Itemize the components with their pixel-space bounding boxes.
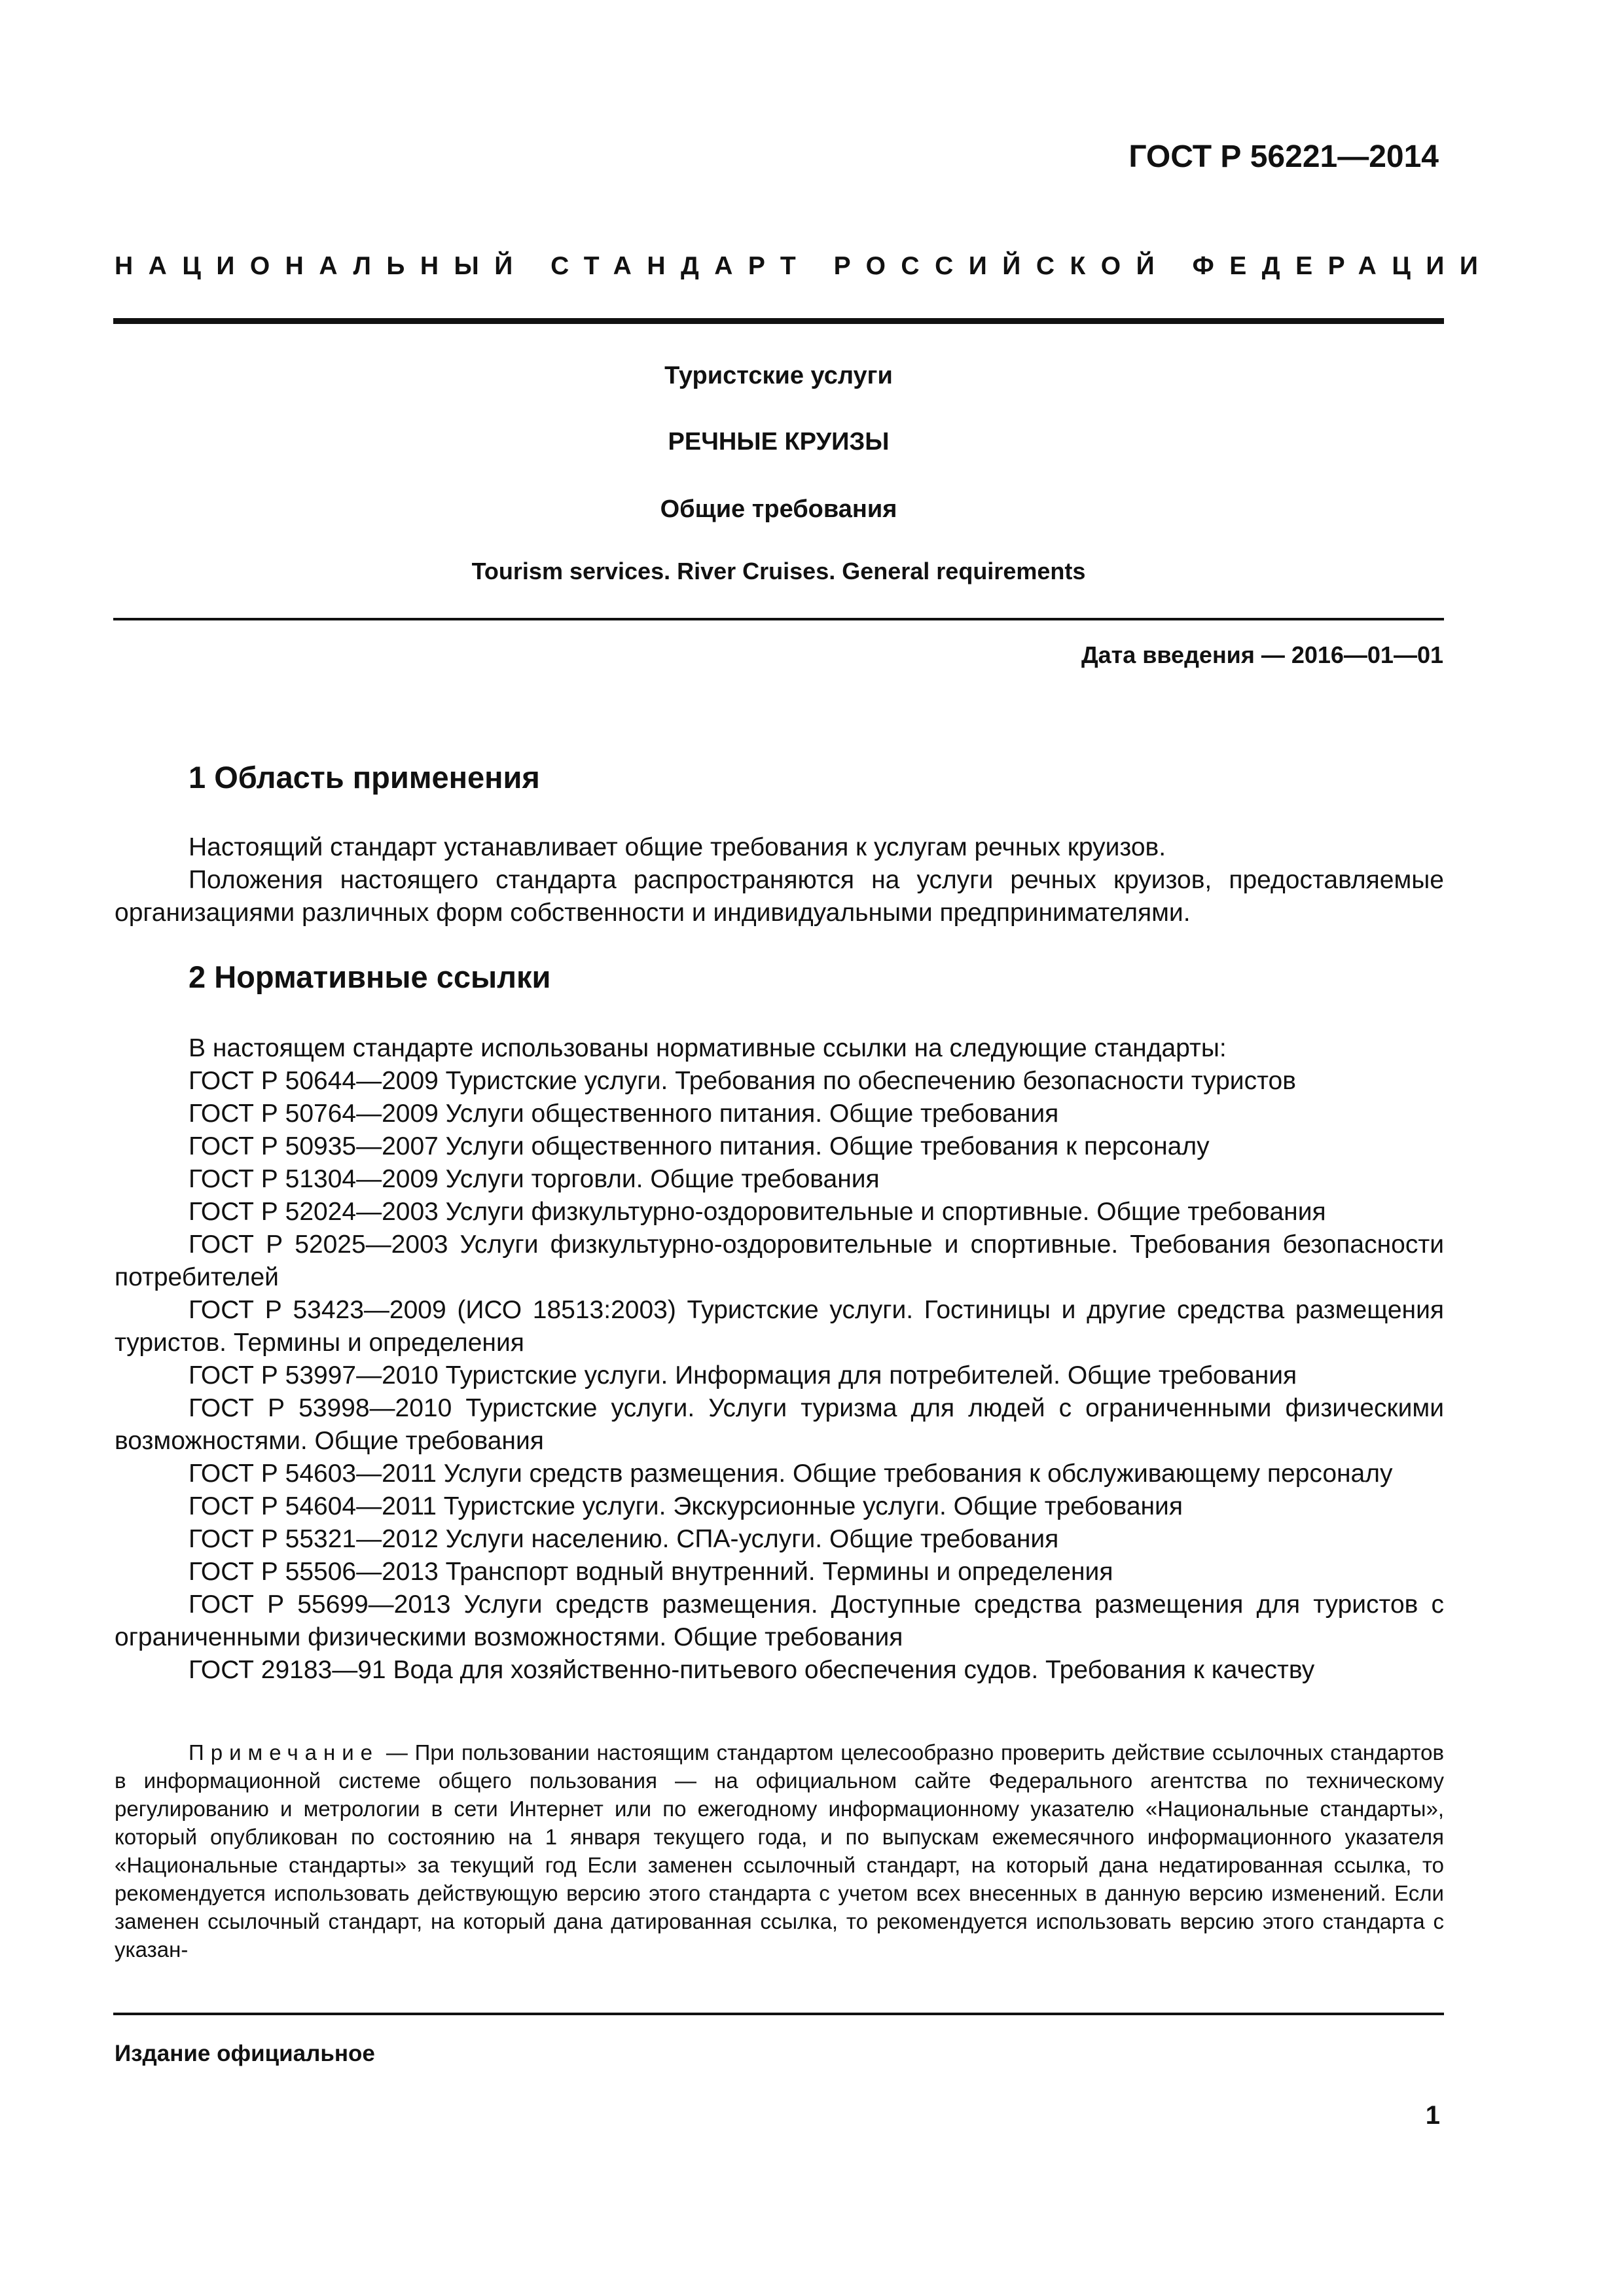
reference-item: ГОСТ Р 52025—2003 Услуги физкультурно-оздоровительные и спортивные. Требования безопасности потребителей (115, 1230, 1444, 1291)
page-number: 1 (1425, 2101, 1440, 2130)
note-label: Примечание (189, 1740, 380, 1765)
section-references-body (115, 1032, 1444, 1687)
section-scope-body (115, 831, 1444, 929)
header-divider (113, 318, 1444, 324)
reference-item: ГОСТ Р 55699—2013 Услуги средств размещения. Доступные средства размещения для туристов с ограниченными физическими возможностями. Общие требования (115, 1590, 1444, 1651)
title-line-general-requirements: Общие требования (660, 495, 897, 523)
scope-paragraph: Положения настоящего стандарта распространяются на услуги речных круизов, предоставляемые организациями различных форм собственности и индивидуальными предпринимателями. (115, 866, 1444, 927)
reference-item: ГОСТ Р 52024—2003 Услуги физкультурно-оздоровительные и спортивные. Общие требования (189, 1198, 1326, 1226)
official-edition-label: Издание официальное (115, 2041, 375, 2066)
reference-item: ГОСТ Р 50644—2009 Туристские услуги. Требования по обеспечению безопасности туристов (189, 1067, 1296, 1095)
scope-paragraph: Настоящий стандарт устанавливает общие требования к услугам речных круизов. (189, 833, 1166, 861)
section-heading-scope: 1 Область применения (189, 760, 540, 795)
reference-item: ГОСТ Р 53423—2009 (ИСО 18513:2003) Туристские услуги. Гостиницы и другие средства размещения туристов. Термины и определения (115, 1296, 1444, 1357)
effective-date: Дата введения — 2016—01—01 (1081, 641, 1443, 668)
reference-item: ГОСТ Р 53998—2010 Туристские услуги. Услуги туризма для людей с ограниченными физическими возможностями. Общие требования (115, 1394, 1444, 1455)
note-paragraph (115, 1738, 1444, 1964)
reference-item: ГОСТ Р 50764—2009 Услуги общественного питания. Общие требования (189, 1100, 1059, 1128)
reference-item: ГОСТ Р 54603—2011 Услуги средств размещения. Общие требования к обслуживающему персоналу (189, 1460, 1393, 1488)
references-intro: В настоящем стандарте использованы нормативные ссылки на следующие стандарты: (189, 1034, 1227, 1062)
title-english: Tourism services. River Cruises. General requirements (471, 558, 1086, 584)
reference-item: ГОСТ Р 51304—2009 Услуги торговли. Общие требования (189, 1165, 880, 1193)
title-divider (113, 618, 1444, 620)
reference-item: ГОСТ Р 50935—2007 Услуги общественного питания. Общие требования к персоналу (189, 1132, 1210, 1160)
title-line-river-cruises: РЕЧНЫЕ КРУИЗЫ (668, 428, 890, 456)
section-heading-normative-references: 2 Нормативные ссылки (189, 960, 551, 994)
footer-divider (113, 2013, 1444, 2015)
reference-item: ГОСТ Р 55506—2013 Транспорт водный внутренний. Термины и определения (189, 1558, 1113, 1586)
reference-item: ГОСТ Р 53997—2010 Туристские услуги. Информация для потребителей. Общие требования (189, 1361, 1297, 1390)
reference-item: ГОСТ 29183—91 Вода для хозяйственно-питьевого обеспечения судов. Требования к качеству (189, 1656, 1315, 1684)
note-text: — При пользовании настоящим стандартом целесообразно проверить действие ссылочных стандартов в информационной системе общего пользования — на официальном сайте Федерального агентства по техническому регулированию и метрологии в сети Интернет или по ежегодному информационному указателю «Национальные стандарты», который опубликован по состоянию на 1 января текущего года, и по выпускам ежемесячного информационного указателя «Национальные стандарты» за текущий год Если заменен ссылочный стандарт, на который дана недатированная ссылка, то рекомендуется использовать действующую версию этого стандарта с учетом всех внесенных в данную версию изменений. Если заменен ссылочный стандарт, на который дана датированная ссылка, то рекомендуется использовать версию этого стандарта с указан- (115, 1740, 1444, 1962)
national-standard-title: НАЦИОНАЛЬНЫЙ СТАНДАРТ РОССИЙСКОЙ ФЕДЕРАЦИИ (115, 252, 1494, 280)
reference-item: ГОСТ Р 55321—2012 Услуги населению. СПА-услуги. Общие требования (189, 1525, 1059, 1553)
reference-item: ГОСТ Р 54604—2011 Туристские услуги. Экскурсионные услуги. Общие требования (189, 1492, 1183, 1520)
standard-number: ГОСТ Р 56221—2014 (1128, 139, 1439, 174)
title-line-tourism-services: Туристские услуги (664, 362, 893, 389)
note-block (115, 1738, 1444, 1964)
